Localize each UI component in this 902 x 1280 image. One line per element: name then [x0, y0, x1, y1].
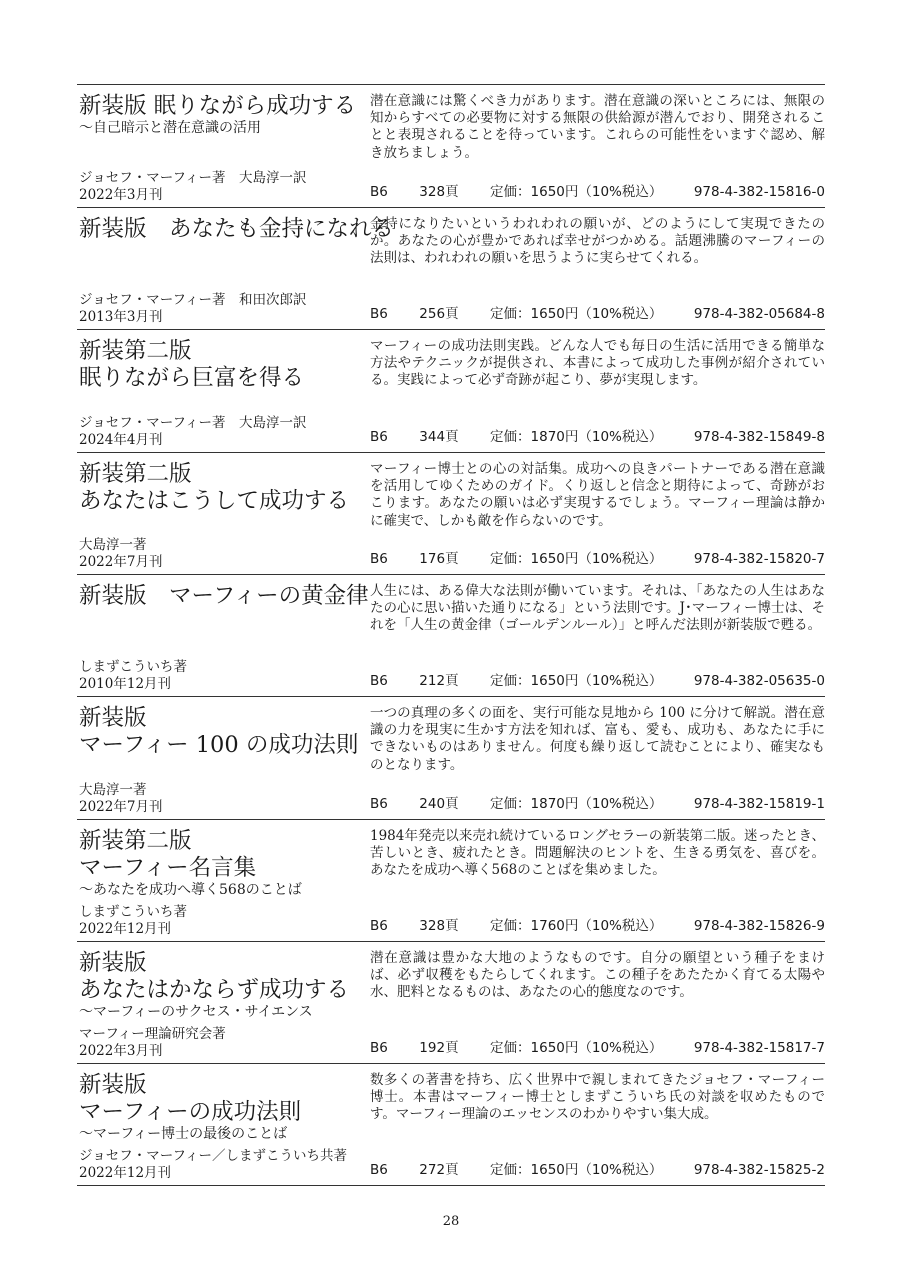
- book-format: B6: [370, 918, 388, 934]
- book-entry: [77, 329, 825, 452]
- book-format: B6: [370, 1040, 388, 1056]
- book-title: 新装版: [79, 950, 147, 976]
- book-title-block: [79, 1072, 369, 1143]
- book-author: しまずこういち著: [79, 904, 187, 920]
- book-date: 2022年7月刊: [79, 799, 163, 815]
- book-pages: 256頁: [419, 306, 459, 322]
- book-pages: 212頁: [419, 673, 459, 689]
- book-price: 定価：1650円（10%税込）: [490, 673, 663, 689]
- book-title: 新装第二版: [79, 338, 192, 364]
- book-specs: [370, 550, 825, 568]
- book-title-block: [79, 216, 395, 243]
- book-title-block: [79, 583, 369, 610]
- book-price: 定価：1650円（10%税込）: [490, 551, 663, 567]
- book-entry: [77, 819, 825, 941]
- book-format: B6: [370, 184, 388, 200]
- book-date: 2022年12月刊: [79, 1165, 172, 1181]
- book-entry: [77, 941, 825, 1063]
- book-date: 2022年3月刊: [79, 187, 163, 203]
- book-description: マーフィーの成功法則実践。どんな人でも毎日の生活に活用できる簡単な方法やテクニックが提供され、本書によって成功した事例が紹介されている。実践によって必ず奇跡が起こり、夢が実現します。: [370, 338, 825, 389]
- book-date: 2022年7月刊: [79, 554, 163, 570]
- book-entry: [77, 696, 825, 819]
- book-description: 1984年発売以来売れ続けているロングセラーの新装第二版。迷ったとき、苦しいとき、疲れたとき。問題解決のヒントを、生きる勇気を、喜びを。あなたを成功へ導く568のことばを集めました。: [370, 828, 825, 879]
- book-description: 数多くの著書を持ち、広く世界中で親しまれてきたジョセフ・マーフィー博士。本書はマーフィー博士としまずこういち氏の対談を収めたものです。マーフィー理論のエッセンスのわかりやすい集大成。: [370, 1072, 825, 1123]
- book-specs: [370, 795, 825, 813]
- book-title-block: [79, 950, 369, 1021]
- book-title-block: [79, 338, 369, 392]
- book-price: 定価：1870円（10%税込）: [490, 796, 663, 812]
- book-specs: [370, 305, 825, 323]
- book-price: 定価：1650円（10%税込）: [490, 306, 663, 322]
- book-description: マーフィー博士との心の対話集。成功への良きパートナーである潜在意識を活用してゆくためのガイド。くり返しと信念と期待によって、奇跡がおこります。あなたの願いは必ず実現するでしょう。マーフィー理論は静かに確実で、しかも敵を作らないのです。: [370, 461, 825, 529]
- book-title: 新装版 マーフィーの黄金律: [79, 583, 369, 609]
- book-author: しまずこういち著: [79, 659, 187, 675]
- book-pages: 344頁: [419, 429, 459, 445]
- book-entry: [77, 574, 825, 696]
- book-price: 定価：1760円（10%税込）: [490, 918, 663, 934]
- book-specs: [370, 183, 825, 201]
- book-description: 人生には、ある偉大な法則が働いています。それは、「あなたの人生はあなたの心に思い描いた通りになる」という法則です。J･マーフィー博士は、それを「人生の黄金律（ゴールデンルール）」と呼んだ法則が新装版で甦る。: [370, 583, 825, 634]
- book-title: 新装版: [79, 705, 147, 731]
- book-format: B6: [370, 429, 388, 445]
- book-format: B6: [370, 1162, 388, 1178]
- book-isbn: 978-4-382-15826-9: [693, 918, 825, 934]
- book-pages: 176頁: [419, 551, 459, 567]
- book-specs: [370, 672, 825, 690]
- book-isbn: 978-4-382-15816-0: [693, 184, 825, 200]
- book-entry: [77, 84, 825, 207]
- book-title: あなたはかならず成功する: [79, 977, 350, 1003]
- book-pages: 328頁: [419, 184, 459, 200]
- book-author: ジョセフ・マーフィー／しまずこういち共著: [79, 1148, 347, 1164]
- book-subtitle: ～マーフィー博士の最後のことば: [79, 1126, 288, 1142]
- book-subtitle: ～あなたを成功へ導く568のことば: [79, 882, 302, 898]
- book-format: B6: [370, 551, 388, 567]
- book-format: B6: [370, 796, 388, 812]
- book-pages: 240頁: [419, 796, 459, 812]
- book-specs: [370, 917, 825, 935]
- book-isbn: 978-4-382-15825-2: [693, 1162, 825, 1178]
- book-description: 金持になりたいというわれわれの願いが、どのようにして実現できたのか。あなたの心が豊かであれば幸せがつかめる。話題沸騰のマーフィーの法則は、われわれの願いを思うように実らせてくれる。: [370, 216, 825, 267]
- book-author: ジョセフ・マーフィー著 大島淳一訳: [79, 415, 307, 431]
- book-isbn: 978-4-382-15849-8: [693, 429, 825, 445]
- book-date: 2022年12月刊: [79, 921, 172, 937]
- book-description: 一つの真理の多くの面を、実行可能な見地から 100 に分けて解説。潜在意識の力を現実に生かす方法を知れば、富も、愛も、成功も、あなたに手にできないものはありません。何度も繰り返して読むことにより、確実なものとなります。: [370, 705, 825, 773]
- book-author: 大島淳一著: [79, 782, 147, 798]
- book-price: 定価：1650円（10%税込）: [490, 184, 663, 200]
- book-price: 定価：1650円（10%税込）: [490, 1040, 663, 1056]
- book-pages: 192頁: [419, 1040, 459, 1056]
- book-title: 新装第二版: [79, 461, 192, 487]
- book-catalog: [77, 84, 825, 1186]
- book-title: 新装版 あなたも金持になれる: [79, 216, 395, 242]
- book-specs: [370, 428, 825, 446]
- book-title: あなたはこうして成功する: [79, 488, 350, 514]
- book-title: マーフィー 100 の成功法則: [79, 732, 359, 758]
- book-author: マーフィー理論研究会著: [79, 1026, 226, 1042]
- book-format: B6: [370, 306, 388, 322]
- page-number: 28: [442, 1214, 460, 1229]
- book-price: 定価：1870円（10%税込）: [490, 429, 663, 445]
- book-title: 眠りながら巨富を得る: [79, 365, 305, 391]
- book-title: マーフィー名言集: [79, 855, 257, 881]
- book-title-block: [79, 705, 369, 759]
- book-title: 新装版: [79, 1072, 147, 1098]
- book-title-block: [79, 93, 369, 137]
- book-pages: 272頁: [419, 1162, 459, 1178]
- book-title: マーフィーの成功法則: [79, 1099, 302, 1125]
- book-entry: [77, 207, 825, 329]
- book-author: ジョセフ・マーフィー著 大島淳一訳: [79, 170, 307, 186]
- book-description: 潜在意識には驚くべき力があります。潜在意識の深いところには、無限の知からすべての必要物に対する無限の供給源が潜んでおり、開発されることと表現されることを待っています。これらの可能性をいますぐ認め、解き放ちましょう。: [370, 93, 825, 161]
- book-date: 2022年3月刊: [79, 1043, 163, 1059]
- book-format: B6: [370, 673, 388, 689]
- book-description: 潜在意識は豊かな大地のようなものです。自分の願望という種子をまけば、必ず収穫をもたらしてくれます。この種子をあたたかく育てる太陽や水、肥料となるものは、あなたの心的態度なのです。: [370, 950, 825, 1001]
- book-date: 2013年3月刊: [79, 309, 163, 325]
- book-entry: [77, 1063, 825, 1186]
- book-specs: [370, 1161, 825, 1179]
- book-date: 2010年12月刊: [79, 676, 172, 692]
- book-title-block: [79, 461, 369, 515]
- book-title: 新装版 眠りながら成功する: [79, 93, 357, 119]
- book-isbn: 978-4-382-05635-0: [693, 673, 825, 689]
- book-isbn: 978-4-382-15819-1: [693, 796, 825, 812]
- book-isbn: 978-4-382-15820-7: [693, 551, 825, 567]
- book-title-block: [79, 828, 369, 899]
- book-author: 大島淳一著: [79, 537, 147, 553]
- book-entry: [77, 452, 825, 574]
- book-subtitle: ～自己暗示と潜在意識の活用: [79, 120, 261, 136]
- book-price: 定価：1650円（10%税込）: [490, 1162, 663, 1178]
- book-subtitle: ～マーフィーのサクセス・サイエンス: [79, 1004, 313, 1020]
- book-date: 2024年4月刊: [79, 432, 163, 448]
- book-pages: 328頁: [419, 918, 459, 934]
- book-isbn: 978-4-382-15817-7: [693, 1040, 825, 1056]
- book-specs: [370, 1039, 825, 1057]
- book-isbn: 978-4-382-05684-8: [693, 306, 825, 322]
- book-title: 新装第二版: [79, 828, 192, 854]
- book-author: ジョセフ・マーフィー著 和田次郎訳: [79, 292, 307, 308]
